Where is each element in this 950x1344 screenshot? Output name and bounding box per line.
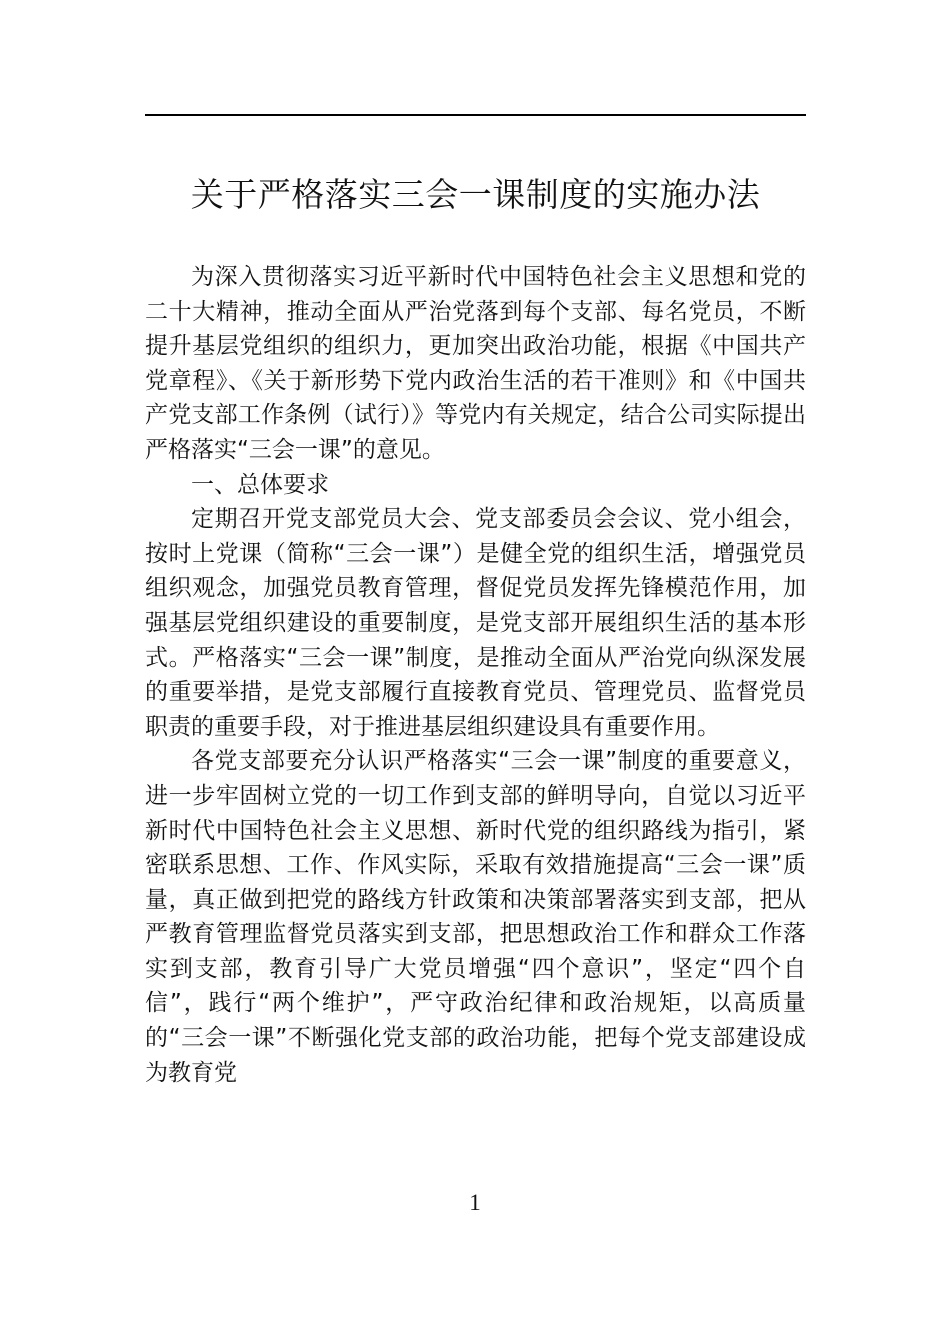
document-title: 关于严格落实三会一课制度的实施办法 xyxy=(190,175,761,214)
paragraph-significance: 各党支部要充分认识严格落实“三会一课”制度的重要意义，进一步牢固树立党的一切工作到支部的鲜明导向，自觉以习近平新时代中国特色社会主义思想、新时代党的组织路线为指引，紧密联系思想、工作、作风实际，采取有效措施提高“三会一课”质量，真正做到把党的路线方针政策和决策部署落实到支部，把从严教育管理监督党员落实到支部，把思想政治工作和群众工作落实到支部，教育引导广大党员增强“四个意识”，坚定“四个自信”，践行“两个维护”，严守政治纪律和政治规矩，以高质量的“三会一课”不断强化党支部的政治功能，把每个党支部建设成为教育党 xyxy=(145,748,806,1086)
page-number: 1 xyxy=(469,1190,481,1215)
header-rule xyxy=(145,114,806,116)
paragraph-intro: 为深入贯彻落实习近平新时代中国特色社会主义思想和党的二十大精神，推动全面从严治党落到每个支部、每名党员，不断提升基层党组织的组织力，更加突出政治功能，根据《中国共产党章程》、《关于新形势下党内政治生活的若干准则》和《中国共产党支部工作条例（试行）》等党内有关规定，结合公司实际提出严格落实“三会一课”的意见。 xyxy=(145,264,806,463)
paragraph-definition: 定期召开党支部党员大会、党支部委员会会议、党小组会，按时上党课（简称“三会一课”）是健全党的组织生活，增强党员组织观念，加强党员教育管理，督促党员发挥先锋模范作用，加强基层党组织建设的重要制度，是党支部开展组织生活的基本形式。严格落实“三会一课”制度，是推动全面从严治党向纵深发展的重要举措，是党支部履行直接教育党员、管理党员、监督党员职责的重要手段，对于推进基层组织建设具有重要作用。 xyxy=(145,506,806,740)
document-body xyxy=(145,260,806,1090)
section-heading-general-requirements: 一、总体要求 xyxy=(191,471,329,498)
